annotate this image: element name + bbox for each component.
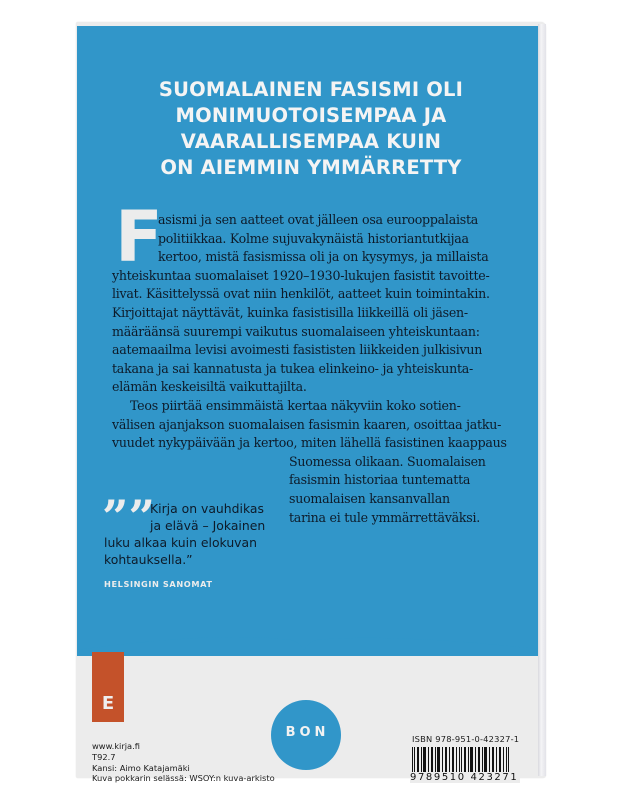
imprint-website: www.kirja.fi: [92, 741, 141, 751]
review-quote: [102, 490, 266, 593]
blurb-line: politiikkaa. Kolme sujuvakynäistä historiantutkijaa: [158, 230, 469, 246]
blurb-line: tarina ei tule ymmärrettäväksi.: [289, 509, 481, 525]
blurb-line: livat. Käsittelyssä ovat niin henkilöt, aatteet kuin toimintakin.: [112, 286, 490, 302]
quote-line: Kirja on vauhdikas: [150, 501, 264, 516]
blurb-line: elämän keskeisiltä vaikuttajilta.: [112, 379, 307, 395]
blurb-line: asismi ja sen aatteet ovat jälleen osa eurooppalaista: [158, 212, 479, 227]
blurb-line: vuudet nykypäivään ja kertoo, miten lähellä fasistinen kaappaus: [112, 435, 507, 451]
blurb-line: Suomessa olikaan. Suomalaisen: [289, 453, 486, 469]
headline-line: VAARALLISEMPAA KUIN: [180, 130, 442, 153]
series-logo: [271, 700, 341, 770]
publisher-badge-letter: E: [101, 693, 115, 714]
blurb-line: yhteiskuntaa suomalaiset 1920–1930-lukujen fasistit tavoitte-: [112, 267, 490, 283]
barcode-icon: [412, 747, 509, 775]
publisher-badge: [92, 652, 124, 722]
blurb-text: [112, 196, 507, 527]
imprint-cover-credit: Kansi: Aimo Katajamäki: [92, 762, 190, 773]
blurb-line: takana ja sai kannatusta ja tukea elinkeino- ja yhteiskunta-: [112, 360, 474, 376]
headline: [76, 77, 546, 181]
barcode-digits: 9789510 423271: [410, 772, 519, 783]
blurb-line: välisen ajanjakson suomalaisen fasismin kaaren, osoittaa jatku-: [112, 416, 502, 432]
quote-source: HELSINGIN SANOMAT: [104, 579, 213, 589]
quote-line: kohtauksella.”: [104, 552, 193, 567]
blurb-line: määräänsä suurempi vaikutus suomalaiseen yhteiskuntaan:: [112, 323, 480, 339]
drop-cap: F: [115, 196, 163, 278]
imprint-info: [92, 741, 275, 784]
series-logo-text: BON: [285, 725, 330, 740]
blurb-line: kertoo, mistä fasismissa oli ja on kysymys, ja millaista: [158, 249, 489, 265]
quote-line: luku alkaa kuin elokuvan: [104, 535, 257, 550]
blurb-line: Kirjoittajat näyttävät, kuinka fasistisilla liikkeillä oli jäsen-: [112, 304, 468, 320]
imprint-classification: T92.7: [92, 751, 116, 762]
book-back-cover: [76, 22, 546, 784]
quote-line: ja elävä – Jokainen: [150, 518, 266, 533]
blurb-line: fasismin historiaa tuntematta: [289, 472, 471, 488]
headline-line: MONIMUOTOISEMPAA JA: [175, 104, 447, 127]
blurb-line: suomalaisen kansanvallan: [289, 490, 450, 506]
imprint-photo-credit: Kuva pokkarin selässä: WSOY:n kuva-arkisto: [92, 773, 275, 784]
isbn-label: ISBN 978-951-0-42327-1: [412, 734, 520, 744]
headline-line: SUOMALAINEN FASISMI OLI: [158, 78, 464, 101]
quote-marks-icon: ””: [102, 490, 155, 544]
headline-line: ON AIEMMIN YMMÄRRETTY: [160, 156, 462, 179]
blurb-line: Teos piirtää ensimmäistä kertaa näkyviin koko sotien-: [130, 397, 461, 413]
open-book-wave-shape: [77, 622, 538, 682]
blurb-line: aatemaailma levisi avoimesti fasististen liikkeiden julkisivun: [112, 342, 483, 358]
